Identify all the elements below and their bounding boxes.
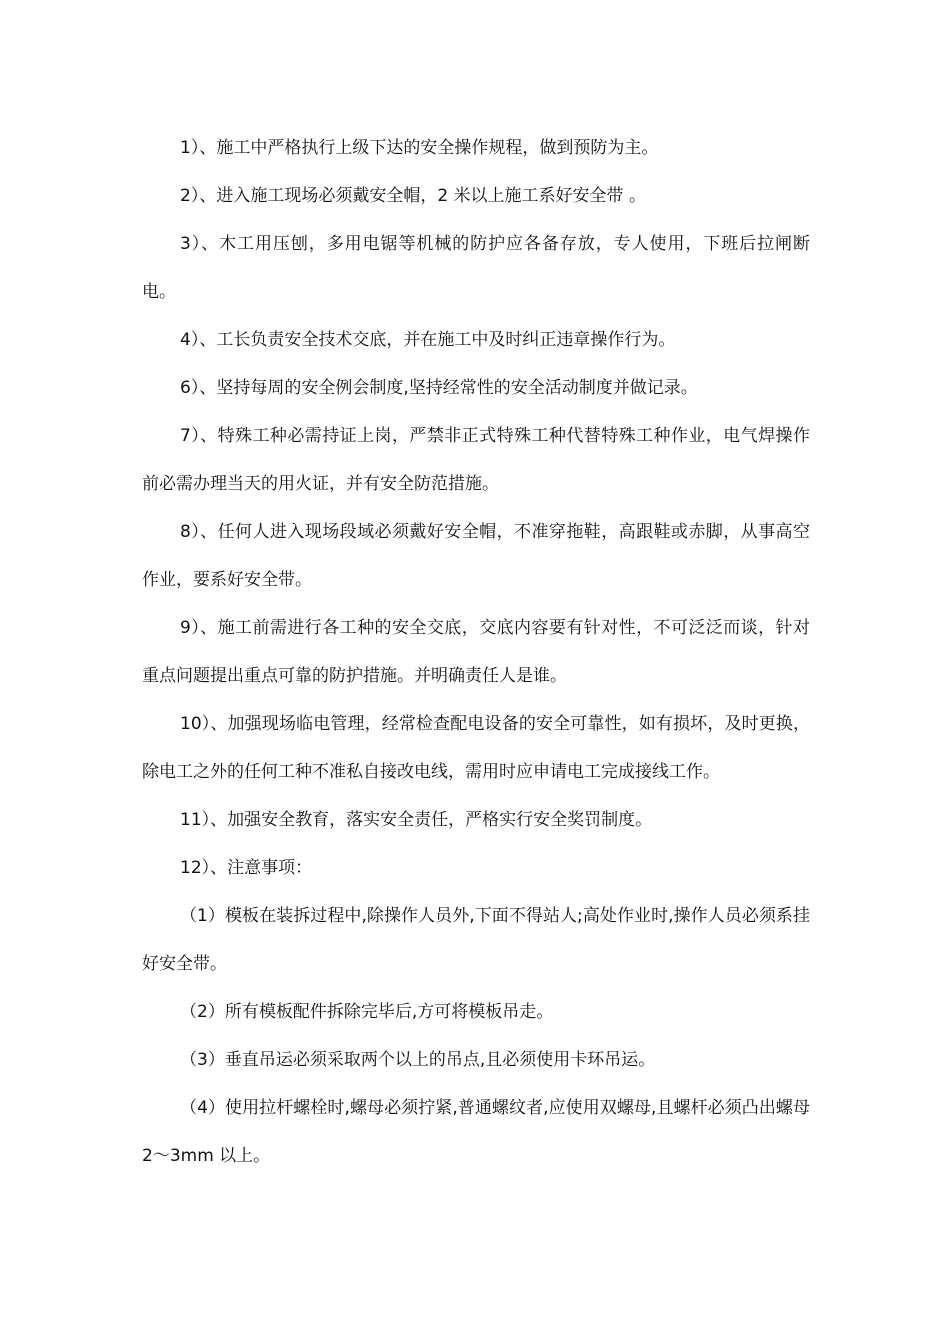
- sub-item-2: （2）所有模板配件拆除完毕后,方可将模板吊走。: [180, 1002, 554, 1022]
- document-body: [142, 124, 810, 1180]
- paragraph-3: 3）、木工用压刨，多用电锯等机械的防护应各备存放，专人使用，下班后拉闸断电。: [142, 234, 810, 302]
- paragraph-8: 8）、任何人进入现场段域必须戴好安全帽，不准穿拖鞋，高跟鞋或赤脚，从事高空作业，要系好安全带。: [142, 522, 810, 590]
- paragraph-12: 12）、注意事项：: [180, 858, 313, 878]
- paragraph-4: 4）、工长负责安全技术交底，并在施工中及时纠正违章操作行为。: [180, 330, 676, 350]
- paragraph-10: 10）、加强现场临电管理，经常检查配电设备的安全可靠性，如有损坏，及时更换，除电工之外的任何工种不准私自接改电线，需用时应申请电工完成接线工作。: [142, 714, 810, 782]
- sub-item-3: （3）垂直吊运必须采取两个以上的吊点,且必须使用卡环吊运。: [180, 1050, 656, 1070]
- paragraph-11: 11）、加强安全教育，落实安全责任，严格实行安全奖罚制度。: [180, 810, 653, 830]
- sub-item-1: （1）模板在装拆过程中,除操作人员外,下面不得站人;高处作业时,操作人员必须系挂好安全带。: [142, 906, 810, 974]
- paragraph-2: 2）、进入施工现场必须戴安全帽，2 米以上施工系好安全带 。: [180, 186, 646, 206]
- paragraph-9: 9）、施工前需进行各工种的安全交底，交底内容要有针对性，不可泛泛而谈，针对重点问题提出重点可靠的防护措施。并明确责任人是谁。: [142, 618, 810, 686]
- sub-item-4: （4）使用拉杆螺栓时,螺母必须拧紧,普通螺纹者,应使用双螺母,且螺杆必须凸出螺母 2～3mm 以上。: [142, 1098, 810, 1166]
- paragraph-1: 1）、施工中严格执行上级下达的安全操作规程，做到预防为主。: [180, 138, 659, 158]
- paragraph-6: 6）、坚持每周的安全例会制度,坚持经常性的安全活动制度并做记录。: [180, 378, 698, 398]
- paragraph-7: 7）、特殊工种必需持证上岗，严禁非正式特殊工种代替特殊工种作业，电气焊操作前必需办理当天的用火证，并有安全防范措施。: [142, 426, 810, 494]
